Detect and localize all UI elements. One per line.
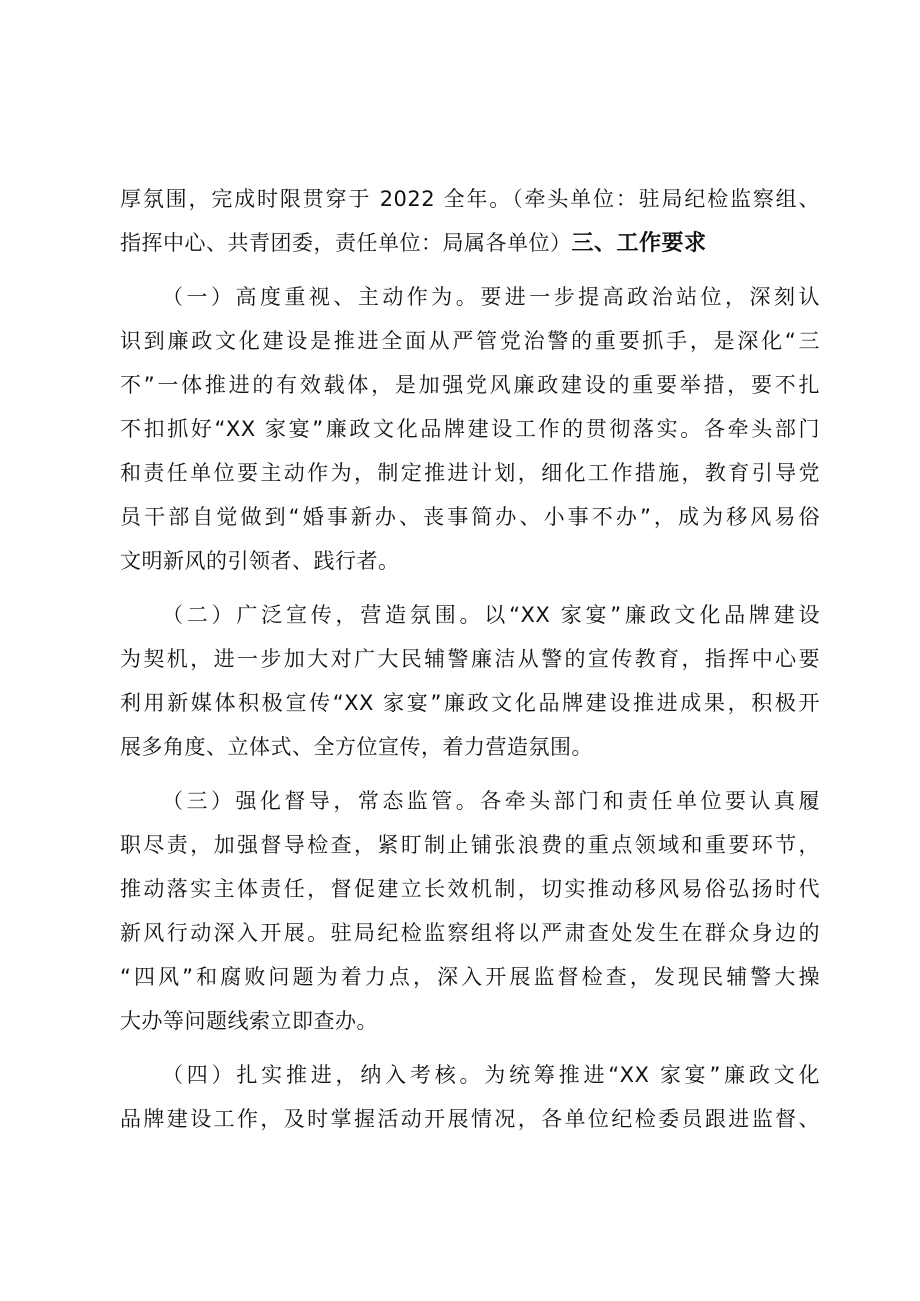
text-line: 展多角度、立体式、全方位宣传，着力营造氛围。	[120, 735, 593, 759]
text-line: 文明新风的引领者、践行者。	[120, 549, 400, 573]
text-line: （二）广泛宣传，营造氛围。以“XX 家宴”廉政文化品牌建设	[162, 603, 820, 627]
section-heading: 三、工作要求	[571, 231, 707, 256]
text-line-segment: 指挥中心、共青团委，责任单位：局属各单位）	[120, 231, 572, 255]
text-line: 推动落实主体责任，督促建立长效机制，切实推动移风易俗弘扬时代	[120, 877, 820, 901]
text-line: 品牌建设工作，及时掌握活动开展情况，各单位纪检委员跟进监督、	[120, 1107, 820, 1131]
text-line: 利用新媒体积极宣传“XX 家宴”廉政文化品牌建设推进成果，积极开	[120, 691, 820, 715]
text-line: 厚氛围，完成时限贯穿于 2022 全年。（牵头单位：驻局纪检监察组、	[120, 187, 820, 211]
text-line: “四风”和腐败问题为着力点，深入开展监督检查，发现民辅警大操	[120, 965, 820, 989]
text-line: 新风行动深入开展。驻局纪检监察组将以严肃查处发生在群众身边的	[120, 921, 820, 945]
text-line: 为契机，进一步加大对广大民辅警廉洁从警的宣传教育，指挥中心要	[120, 647, 820, 671]
text-line: 大办等问题线索立即查办。	[120, 1009, 378, 1033]
text-line: 不扣抓好“XX 家宴”廉政文化品牌建设工作的贯彻落实。各牵头部门	[120, 417, 820, 441]
text-line: 员干部自觉做到“婚事新办、丧事简办、小事不办”，成为移风易俗	[120, 505, 820, 529]
text-line: （一）高度重视、主动作为。要进一步提高政治站位，深刻认	[162, 285, 820, 309]
text-line: （三）强化督导，常态监管。各牵头部门和责任单位要认真履	[162, 789, 820, 813]
text-line	[120, 228, 820, 258]
text-line: 和责任单位要主动作为，制定推进计划，细化工作措施，教育引导党	[120, 461, 820, 485]
text-line: 不”一体推进的有效载体，是加强党风廉政建设的重要举措，要不扎	[120, 373, 820, 397]
text-line: 识到廉政文化建设是推进全面从严管党治警的重要抓手，是深化“三	[120, 329, 820, 353]
text-line: 职尽责，加强督导检查，紧盯制止铺张浪费的重点领域和重要环节，	[120, 833, 820, 857]
text-line: （四）扎实推进，纳入考核。为统筹推进“XX 家宴”廉政文化	[162, 1063, 820, 1087]
